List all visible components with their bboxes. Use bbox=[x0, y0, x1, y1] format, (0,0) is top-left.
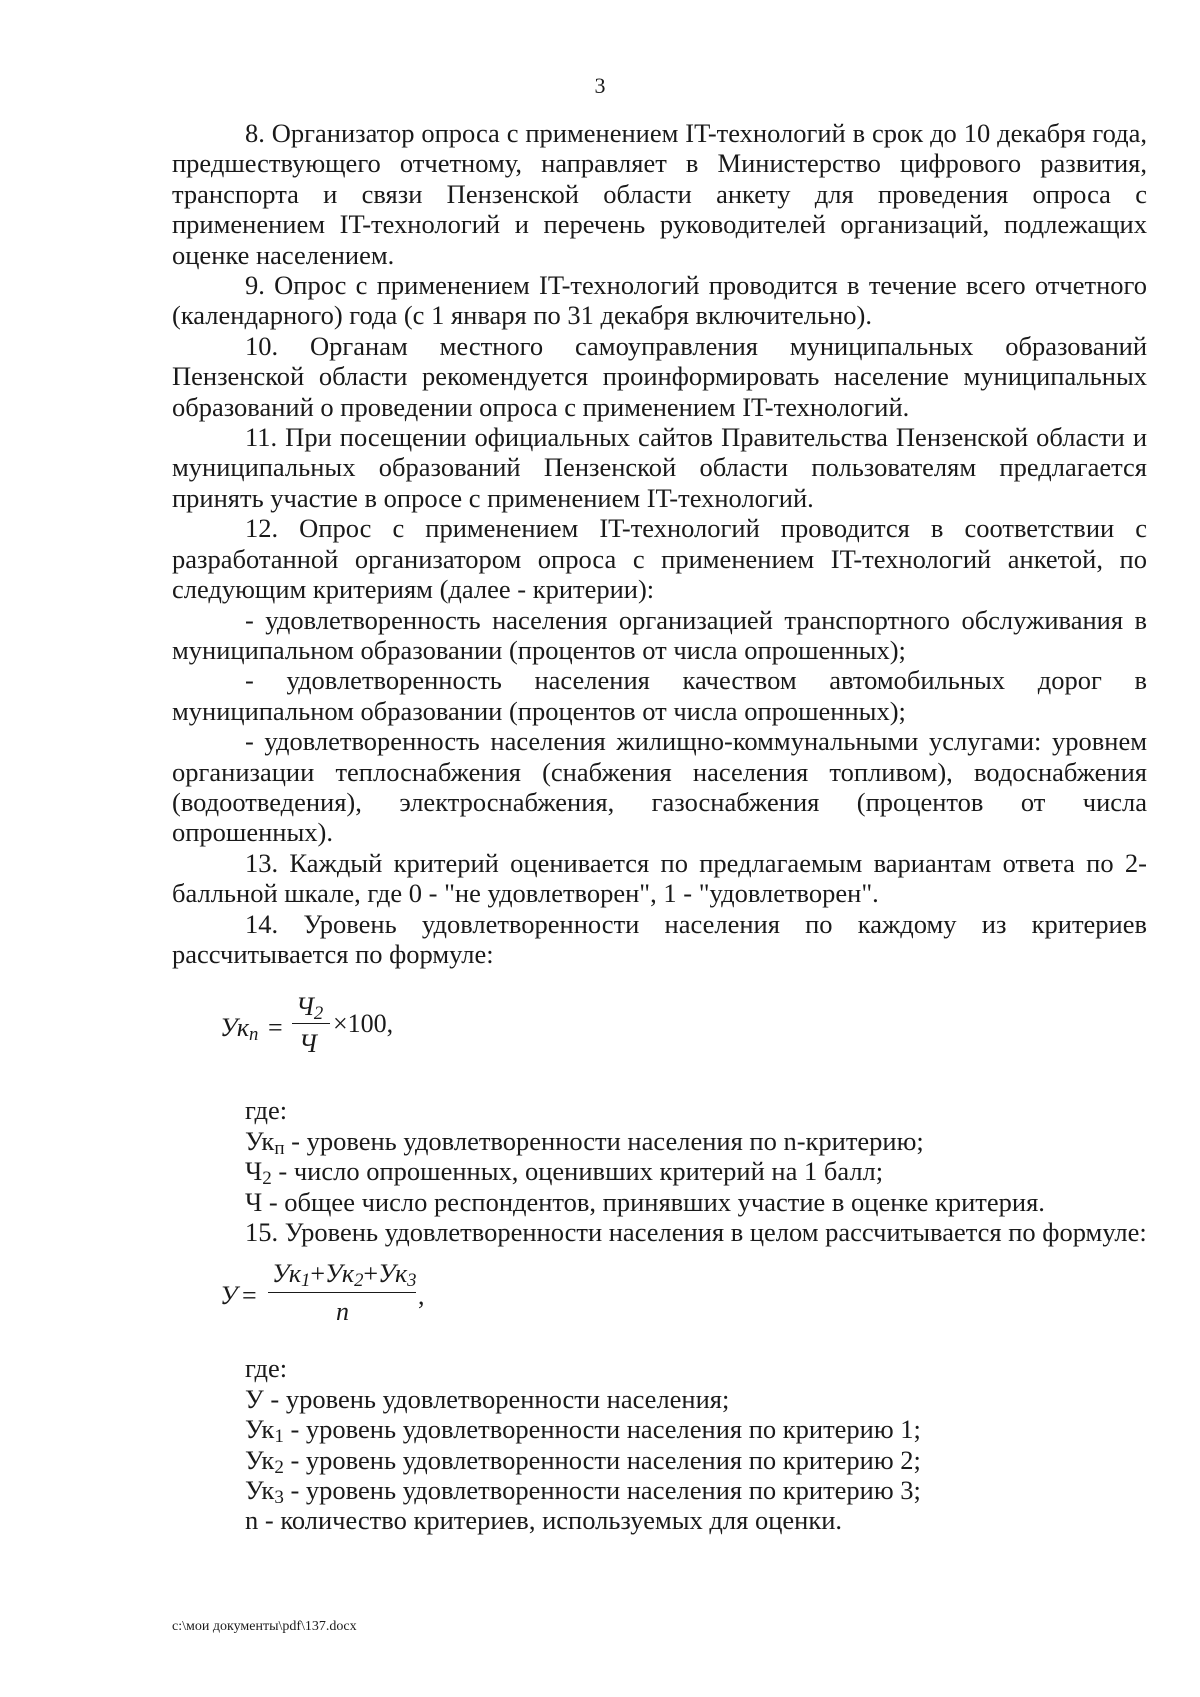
where1-line-3: Ч - общее число респондентов, принявших участие в оценке критерия. bbox=[245, 1186, 1045, 1217]
paragraph-10: 10. Органам местного самоуправления муниципальных образований Пензенской области рекомендуется проинформировать население муниципальных образований о проведении опроса с применением IT-технологий. bbox=[172, 330, 1147, 422]
where1-label: где: bbox=[245, 1095, 288, 1126]
paragraph-12: 12. Опрос с применением IT-технологий проводится в соответствии с разработанной организатором опроса с применением IT-технологий анкетой, по следующим критериям (далее - критерии): bbox=[172, 513, 1147, 605]
criterion-1: - удовлетворенность населения организацией транспортного обслуживания в муниципальном образовании (процентов от числа опрошенных); bbox=[172, 604, 1147, 665]
formula1-fraction-bar bbox=[292, 1023, 330, 1024]
page-number: 3 bbox=[594, 73, 606, 98]
formula-overall-level bbox=[172, 1247, 1147, 1353]
where1-line-1: $Ук_п$ - уровень удовлетворенности населения по n-критерию; bbox=[245, 1125, 924, 1159]
paragraph-8: 8. Организатор опроса с применением IT-технологий в срок до 10 декабря года, предшествующего отчетному, направляет в Министерство цифрового развития, транспорта и связи Пензенской области анкету для проведения опроса с применением IT-технологий и перечень руководителей организаций, подлежащих оценке населением. bbox=[172, 118, 1147, 270]
formula2-comma: , bbox=[418, 1281, 425, 1311]
document-body bbox=[172, 118, 1147, 1536]
formula2-lhs: У bbox=[220, 1281, 238, 1311]
paragraph-11: 11. При посещении официальных сайтов Правительства Пензенской области и муниципальных образований Пензенской области пользователям предлагается принять участие в опросе с применением IT-технологий. bbox=[172, 422, 1147, 513]
formula1-equals: = bbox=[268, 1013, 283, 1043]
paragraph-9: 9. Опрос с применением IT-технологий проводится в течение всего отчетного (календарного) года (с 1 января по 31 декабря включительно). bbox=[172, 270, 1147, 331]
where2-line-1: У - уровень удовлетворенности населения; bbox=[245, 1383, 730, 1414]
paragraph-13: 13. Каждый критерий оценивается по предлагаемым вариантам ответа по 2-балльной шкале, где 0 - "не удовлетворен", 1 - "удовлетворен". bbox=[172, 847, 1147, 909]
paragraph-14: 14. Уровень удовлетворенности населения по каждому из критериев рассчитывается по формуле: bbox=[172, 908, 1147, 969]
formula2-fraction-bar bbox=[268, 1292, 416, 1293]
formula2-equals: = bbox=[242, 1281, 257, 1311]
formula1-lhs: $Ук_n$ bbox=[220, 1013, 259, 1046]
formula1-numerator: $Ч_2$ bbox=[296, 992, 324, 1025]
where2-line-4: $Ук_3$ - уровень удовлетворенности населения по критерию 3; bbox=[245, 1475, 921, 1509]
file-path-footer: c:\мои документы\pdf\137.docx bbox=[172, 1619, 357, 1634]
where2-line-5: n - количество критериев, используемых для оценки. bbox=[245, 1505, 843, 1536]
paragraph-15: 15. Уровень удовлетворенности населения в целом рассчитывается по формуле: bbox=[245, 1217, 1147, 1247]
where2-line-3: $Ук_2$ - уровень удовлетворенности населения по критерию 2; bbox=[245, 1444, 921, 1478]
where1-line-2: $Ч_2$ - число опрошенных, оценивших критерий на 1 балл; bbox=[245, 1156, 884, 1190]
formula1-multiplier: ×100, bbox=[333, 1009, 394, 1039]
formula2-numerator: $Ук_1+Ук_2+Ук_3$ bbox=[272, 1259, 417, 1292]
where2-label: где: bbox=[245, 1353, 288, 1384]
criterion-2: - удовлетворенность населения качеством автомобильных дорог в муниципальном образовании (процентов от числа опрошенных); bbox=[172, 665, 1147, 726]
formula1-denominator: Ч bbox=[299, 1029, 317, 1059]
formula-criterion-level bbox=[172, 969, 1147, 1095]
criterion-3: - удовлетворенность населения жилищно-коммунальными услугами: уровнем организации теплоснабжения (снабжения населения топливом), водоснабжения (водоотведения), электроснабжения, газоснабжения (процентов от числа опрошенных). bbox=[172, 726, 1147, 848]
where2-line-2: $Ук_1$ - уровень удовлетворенности населения по критерию 1; bbox=[245, 1414, 921, 1448]
formula2-denominator: n bbox=[336, 1297, 349, 1327]
